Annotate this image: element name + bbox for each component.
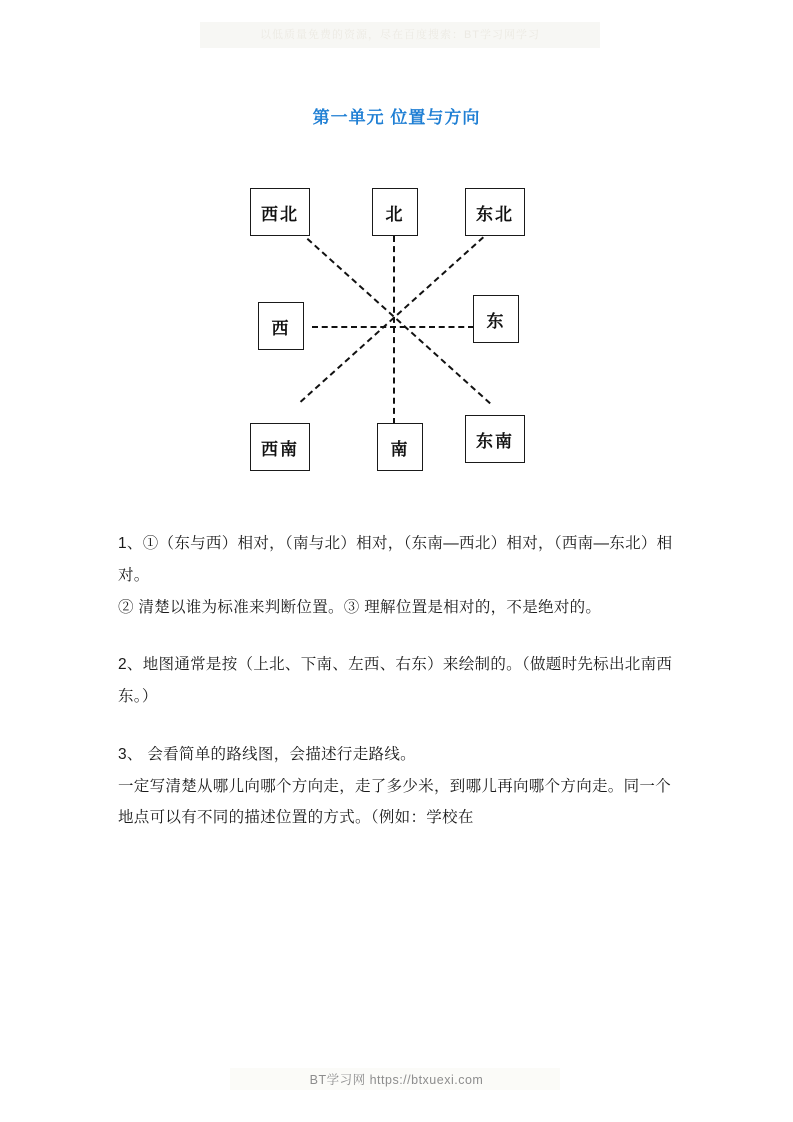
footer-site-credit: BT学习网 https://btxuexi.com [309,1073,484,1087]
direction-box-northeast: 东北 [465,188,525,236]
vertical-north-south-line [393,236,395,424]
paragraph-4: 3、 会看简单的路线图，会描述行走路线。 [118,745,416,763]
direction-box-southwest: 西南 [250,423,310,471]
direction-box-east: 东 [473,295,519,343]
paragraph-3: 2、地图通常是按（上北、下南、左西、右东）来绘制的。（做题时先标出北南西东。） [118,656,673,706]
direction-box-west: 西 [258,302,304,350]
page-title: 第一单元 位置与方向 [312,108,481,127]
paragraph-1: 1、①（东与西）相对，（南与北）相对，（东南—西北）相对，（西南—东北）相对。 [118,535,673,584]
diagonal-ne-sw-line [300,237,484,403]
compass-diagram [230,180,570,500]
paragraph-2: ② 清楚以谁为标准来判断位置。③ 理解位置是相对的，不是绝对的。 [118,598,602,616]
direction-box-southeast: 东南 [465,415,525,463]
direction-box-south: 南 [377,423,423,471]
direction-box-northwest: 西北 [250,188,310,236]
paragraph-spacer [118,623,678,649]
top-watermark: 以低质量免费的资源，尽在百度搜索：BT学习网学习 [200,22,600,48]
diagonal-nw-se-line [307,238,491,404]
horizontal-west-east-line [312,326,474,328]
paragraph-5: 一定写清楚从哪儿向哪个方向走，走了多少米，到哪儿再向哪个方向走。同一个地点可以有不同的描述位置的方式。（例如：学校在 [118,777,672,827]
paragraph-spacer [118,713,678,739]
body-content [118,528,678,834]
direction-box-north: 北 [372,188,418,236]
